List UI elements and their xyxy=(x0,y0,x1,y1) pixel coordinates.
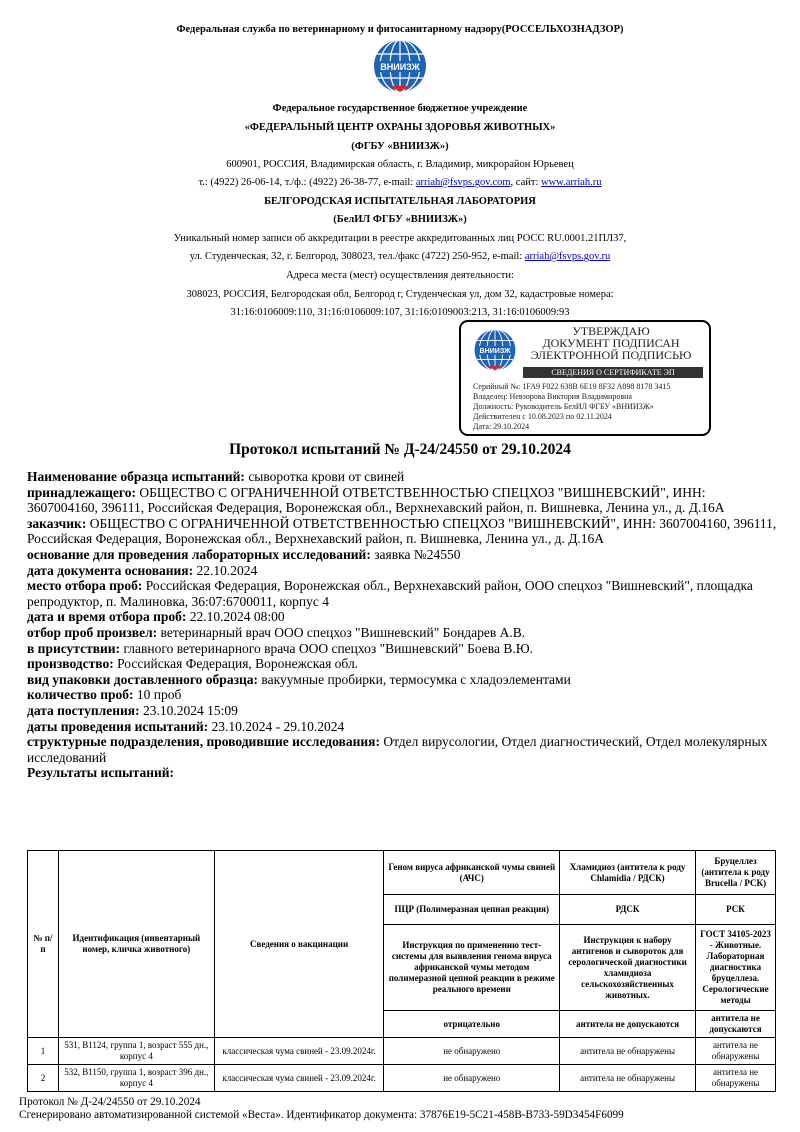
info-value: 10 проб xyxy=(133,687,182,703)
institution-name: «ФЕДЕРАЛЬНЫЙ ЦЕНТР ОХРАНЫ ЗДОРОВЬЯ ЖИВОТНЫХ» xyxy=(244,122,556,133)
row-result-brucella: антитела не обнаружены xyxy=(696,1038,776,1065)
info-value: 22.10.2024 xyxy=(193,562,258,578)
stamp-electronic: ЭЛЕКТРОННОЙ ПОДПИСЬЮ xyxy=(530,348,692,362)
info-label: вид упаковки доставленного образца: xyxy=(27,671,259,687)
page-footer xyxy=(19,1096,624,1121)
info-line xyxy=(27,578,777,609)
row-id: 532, В1150, группа 1, возраст 396 дн., корпус 4 xyxy=(58,1065,214,1092)
stamp-cert-bar: СВЕДЕНИЯ О СЕРТИФИКАТЕ ЭП xyxy=(523,367,703,378)
row-vaccination: классическая чума свиней - 23.09.2024г. xyxy=(214,1065,384,1092)
lab-email-link[interactable]: arriah@fsvps.gov.ru xyxy=(524,251,611,262)
info-label: место отбора проб: xyxy=(27,578,143,594)
row-number: 1 xyxy=(28,1038,59,1065)
footer-protocol: Протокол № Д-24/24550 от 29.10.2024 xyxy=(19,1096,201,1108)
info-value: 23.10.2024 15:09 xyxy=(139,702,238,718)
info-line xyxy=(27,641,777,657)
institution-contacts xyxy=(0,176,800,189)
activity-heading: Адреса места (мест) осуществления деятельности: xyxy=(286,270,514,281)
info-label: основание для проведения лабораторных исследований: xyxy=(27,546,371,562)
info-value: Отдел вирусологии, Отдел диагностический, Отдел молекулярных исследований xyxy=(27,734,768,765)
test-doc: Инструкция к набору антигенов и сывороток для серологической диагностики хламидиоза сельскохозяйственных животных. xyxy=(560,925,696,1011)
site-label: , сайт: xyxy=(510,177,541,188)
table-row xyxy=(28,1065,776,1092)
row-number: 2 xyxy=(28,1065,59,1092)
activity-address: 308023, РОССИЯ, Белгородская обл, Белгород г, Студенческая ул, дом 32, кадастровые номера: xyxy=(186,289,614,300)
info-label: Наименование образца испытаний: xyxy=(27,469,245,484)
sample-info xyxy=(27,469,777,781)
info-label: в присутствии: xyxy=(27,640,121,656)
info-line xyxy=(27,469,777,485)
cadastral-numbers: 31:16:0106009:110, 31:16:0106009:107, 31:16:0109003:213, 31:16:0106009:93 xyxy=(230,307,570,318)
stamp-serial: Серийный №: 1FA9 F022 638B 6E19 8F32 A898 8178 3415 xyxy=(473,382,671,391)
col-vacc-header: Сведения о вакцинации xyxy=(214,851,384,1038)
lab-short: (БелИЛ ФГБУ «ВНИИЗЖ») xyxy=(333,214,467,225)
institution-type: Федеральное государственное бюджетное учреждение xyxy=(272,103,528,114)
stamp-title xyxy=(521,325,701,361)
info-line xyxy=(27,656,777,672)
stamp-validity: Действителен с 10.08.2023 по 02.11.2024 xyxy=(473,412,612,421)
info-line xyxy=(27,734,777,765)
row-result-asf: не обнаружено xyxy=(384,1065,560,1092)
info-line xyxy=(27,703,777,719)
test-method: РДСК xyxy=(560,895,696,925)
row-id: 531, В1124, группа 1, возраст 555 дн., корпус 4 xyxy=(58,1038,214,1065)
info-line xyxy=(27,719,777,735)
test-doc: ГОСТ 34105-2023 - Животные. Лабораторная диагностика бруцеллеза. Серологические методы xyxy=(696,925,776,1011)
info-value: 22.10.2024 08:00 xyxy=(186,609,285,625)
protocol-title: Протокол испытаний № Д-24/24550 от 29.10.2024 xyxy=(229,441,571,458)
stamp-logo-icon xyxy=(473,328,517,372)
info-line xyxy=(27,485,777,516)
logo-text: ВНИИЗЖ xyxy=(380,62,420,72)
institution-short: (ФГБУ «ВНИИЗЖ») xyxy=(351,141,449,152)
info-value: заявка №24550 xyxy=(370,546,461,562)
info-value: вакуумные пробирки, термосумка с хладоэлементами xyxy=(258,671,571,687)
stamp-details xyxy=(473,382,705,432)
col-num-header: № п/п xyxy=(28,851,59,1038)
table-row xyxy=(28,1038,776,1065)
info-line xyxy=(27,563,777,579)
vniizzh-logo-icon xyxy=(372,38,428,94)
info-label: дата документа основания: xyxy=(27,562,194,578)
info-value: ОБЩЕСТВО С ОГРАНИЧЕННОЙ ОТВЕТСТВЕННОСТЬЮ СПЕЦХОЗ "ВИШНЕВСКИЙ", ИНН: 3607004160, 396111, Российская Федерация, Воронежская обл., Верхнехавский район, п. Вишневка, Ленина ул., д. Д.16А xyxy=(27,484,725,516)
info-line xyxy=(27,516,777,547)
test-norm: отрицательно xyxy=(384,1011,560,1038)
test-norm: антитела не допускаются xyxy=(696,1011,776,1038)
info-label: даты проведения испытаний: xyxy=(27,718,209,734)
institution-address: 600901, РОССИЯ, Владимирская область, г. Владимир, микрорайон Юрьевец xyxy=(226,159,574,170)
info-line xyxy=(27,547,777,563)
info-line xyxy=(27,609,777,625)
info-value: ОБЩЕСТВО С ОГРАНИЧЕННОЙ ОТВЕТСТВЕННОСТЬЮ СПЕЦХОЗ "ВИШНЕВСКИЙ", ИНН: 3607004160, 396111, Российская Федерация, Воронежская обл., Верхнехавский район, п. Вишневка, Ленина ул., д. Д.16А xyxy=(27,515,777,547)
row-result-brucella: антитела не обнаружены xyxy=(696,1065,776,1092)
info-value: 23.10.2024 - 29.10.2024 xyxy=(208,718,345,734)
test-name-header: Геном вируса африканской чумы свиней (АЧС) xyxy=(384,851,560,895)
row-result-asf: не обнаружено xyxy=(384,1038,560,1065)
info-label: производство: xyxy=(27,656,114,672)
info-label: структурные подразделения, проводившие исследования: xyxy=(27,734,380,750)
accreditation-line: Уникальный номер записи об аккредитации в реестре аккредитованных лиц РОСС RU.0001.21ПЛ37, xyxy=(173,233,627,244)
info-value: Российская Федерация, Воронежская обл. xyxy=(113,656,359,672)
results-table xyxy=(27,850,776,1092)
table-header-row xyxy=(28,851,776,895)
test-method: ПЦР (Полимеразная цепная реакция) xyxy=(384,895,560,925)
row-result-chlamydia: антитела не обнаружены xyxy=(560,1038,696,1065)
stamp-approve: УТВЕРЖДАЮ xyxy=(572,324,650,338)
site-link[interactable]: www.arriah.ru xyxy=(541,177,602,188)
email-link[interactable]: arriah@fsvps.gov.com xyxy=(415,177,511,188)
lab-name: БЕЛГОРОДСКАЯ ИСПЫТАТЕЛЬНАЯ ЛАБОРАТОРИЯ xyxy=(264,196,536,207)
stamp-position: Должность: Руководитель БелИЛ ФГБУ «ВНИИЗЖ» xyxy=(473,402,654,411)
row-vaccination: классическая чума свиней - 23.09.2024г. xyxy=(214,1038,384,1065)
info-label: принадлежащего: xyxy=(27,484,136,500)
info-line xyxy=(27,625,777,641)
test-name-header: Бруцеллез (антитела к роду Brucella / РСК) xyxy=(696,851,776,895)
lab-address-prefix: ул. Студенческая, 32, г. Белгород, 308023, тел./факс (4722) 250-952, e-mail: xyxy=(189,251,525,262)
info-value: сыворотка крови от свиней xyxy=(244,469,405,484)
stamp-date: Дата: 29.10.2024 xyxy=(473,422,530,431)
info-line xyxy=(27,672,777,688)
info-line xyxy=(27,765,777,781)
stamp-logo-text: ВНИИЗЖ xyxy=(479,348,511,356)
col-id-header: Идентификация (инвентарный номер, кличка животного) xyxy=(58,851,214,1038)
info-value: главного ветеринарного врача ООО спецхоз "Вишневский" Боева В.Ю. xyxy=(120,640,533,656)
footer-generated: Сгенерировано автоматизированной системой «Веста». Идентификатор документа: 37876E19-5C21-458B-B733-59D3454F6099 xyxy=(19,1108,624,1121)
row-result-chlamydia: антитела не обнаружены xyxy=(560,1065,696,1092)
test-doc: Инструкция по применению тест-системы для выявления генома вируса африканской чумы методом полимеразной цепной реакции в режиме реального времени xyxy=(384,925,560,1011)
agency-name: Федеральная служба по ветеринарному и фитосанитарному надзору(РОССЕЛЬХОЗНАДЗОР) xyxy=(176,24,624,35)
test-norm: антитела не допускаются xyxy=(560,1011,696,1038)
info-label: количество проб: xyxy=(27,687,134,703)
contacts-prefix: т.: (4922) 26-06-14, т./ф.: (4922) 26-38-77, e-mail: xyxy=(198,177,416,188)
test-name-header: Хламидиоз (антитела к роду Chlamidia / РДСК) xyxy=(560,851,696,895)
test-method: РСК xyxy=(696,895,776,925)
info-label: заказчик: xyxy=(27,515,87,531)
info-value: ветеринарный врач ООО спецхоз "Вишневский" Бондарев А.В. xyxy=(157,624,526,640)
info-label: отбор проб произвел: xyxy=(27,624,158,640)
info-label: дата поступления: xyxy=(27,702,140,718)
e-signature-stamp xyxy=(459,320,711,436)
info-label: Результаты испытаний: xyxy=(27,765,175,781)
stamp-owner: Владелец: Невзорова Виктория Владимировна xyxy=(473,392,632,401)
stamp-signed: ДОКУМЕНТ ПОДПИСАН xyxy=(542,336,680,350)
info-value: Российская Федерация, Воронежская обл., Верхнехавский район, ООО спецхоз "Вишневский", площадка репродуктор, п. Малиновка, 36:07:6700011, корпус 4 xyxy=(27,578,753,609)
info-label: дата и время отбора проб: xyxy=(27,609,187,625)
lab-address xyxy=(0,250,800,263)
info-line xyxy=(27,687,777,703)
